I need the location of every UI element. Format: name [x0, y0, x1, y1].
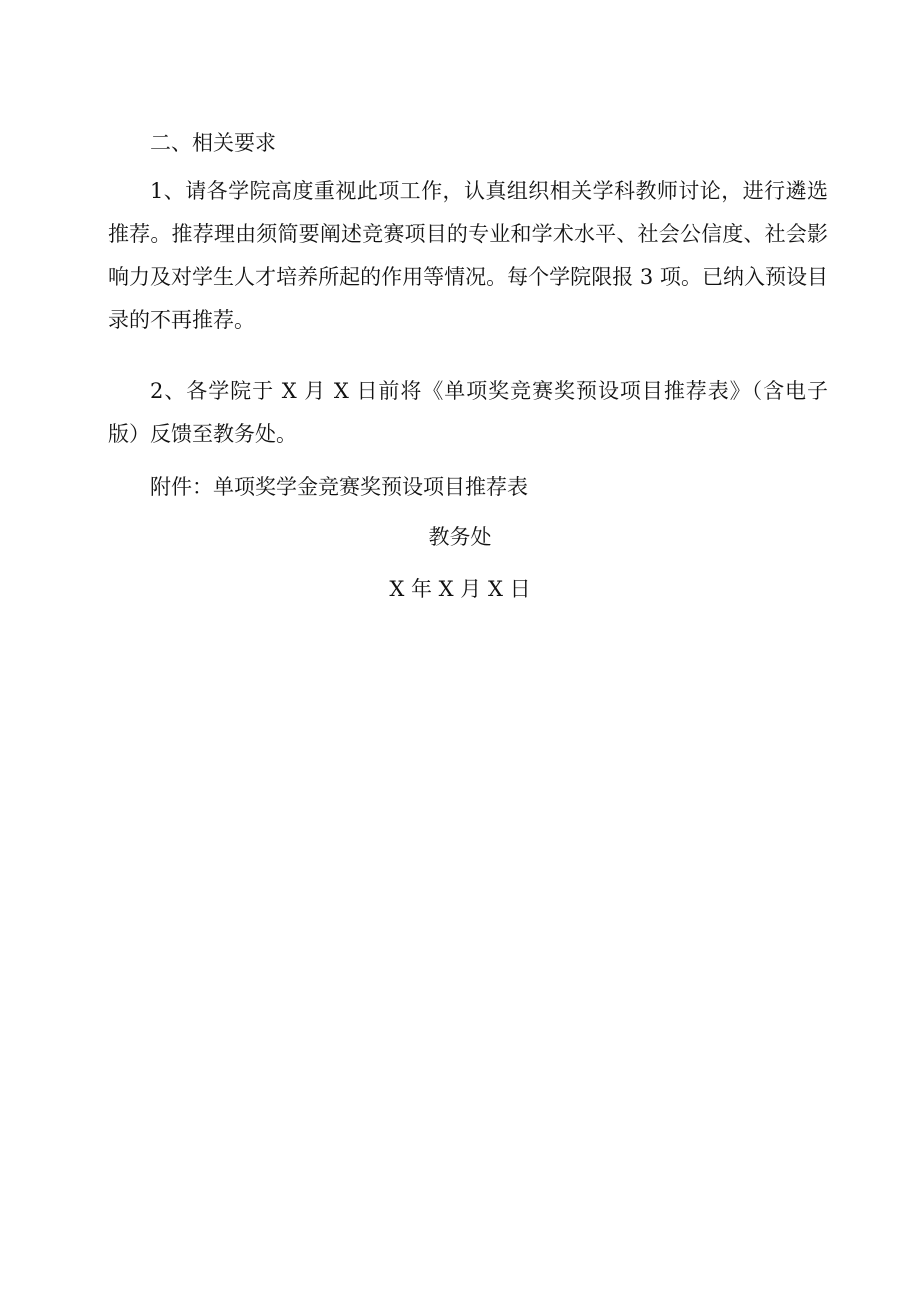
- requirement-paragraph-1: 1、请各学院高度重视此项工作，认真组织相关学科教师讨论，进行遴选推荐。推荐理由须简要阐述竞赛项目的专业和学术水平、社会公信度、社会影响力及对学生人才培养所起的作用等情况。每个学院限报 3 项。已纳入预设目录的不再推荐。: [108, 179, 828, 332]
- attachment-line: 附件：单项奖学金竞赛奖预设项目推荐表: [150, 475, 528, 499]
- requirement-paragraph-2: 2、各学院于 X 月 X 日前将《单项奖竞赛奖预设项目推荐表》（含电子版）反馈至教务处。: [108, 379, 828, 446]
- section-heading: 二、相关要求: [150, 131, 276, 155]
- signature-organization: 教务处: [428, 525, 492, 549]
- signature-date: X 年 X 月 X 日: [389, 577, 531, 601]
